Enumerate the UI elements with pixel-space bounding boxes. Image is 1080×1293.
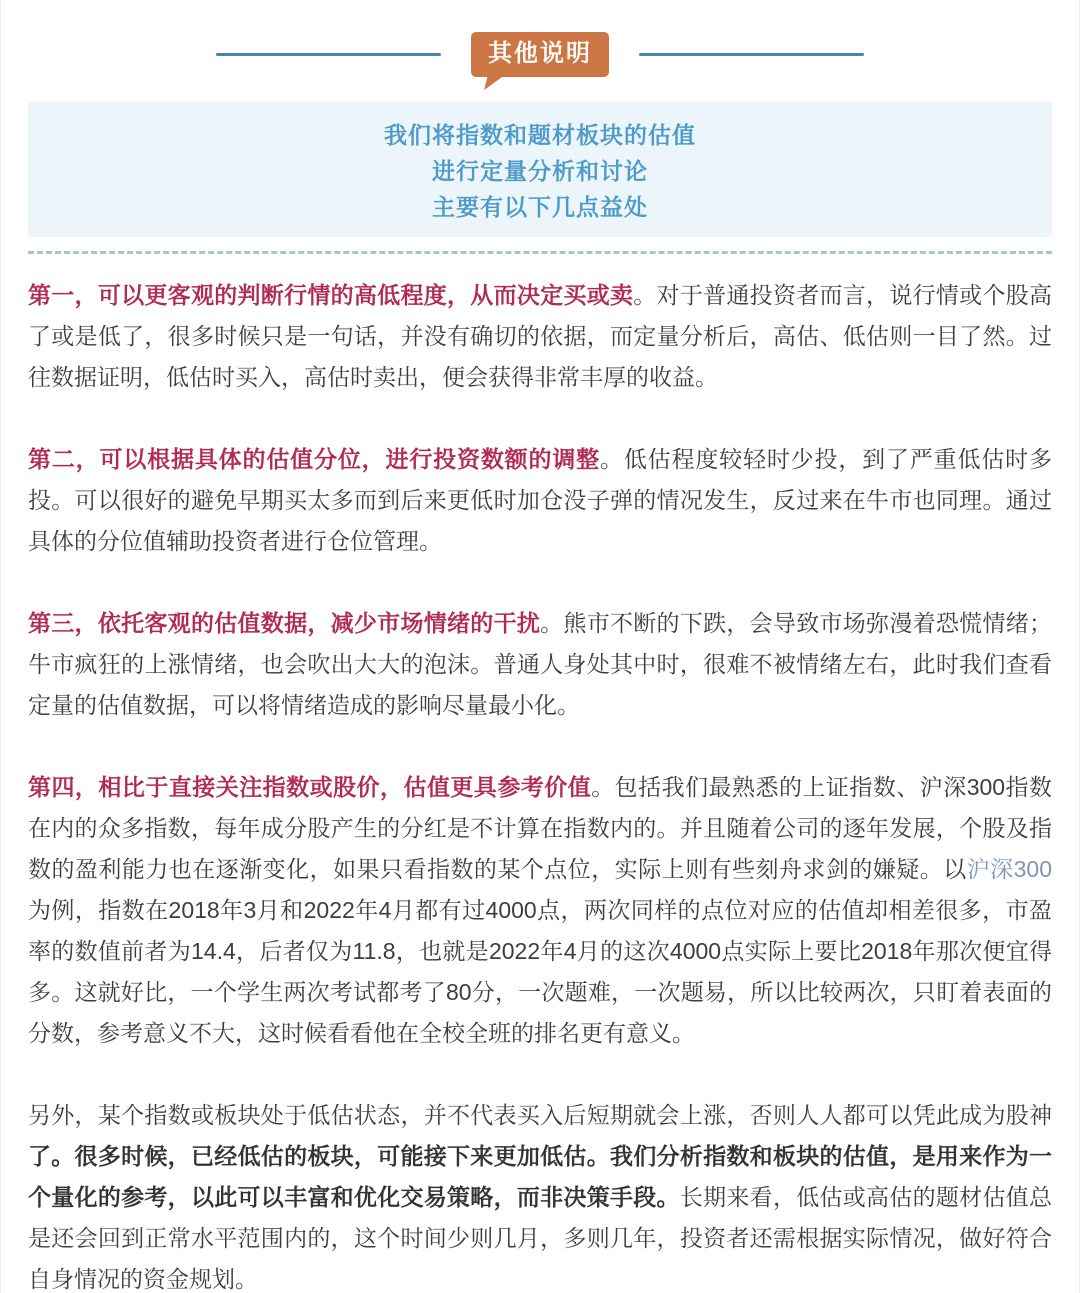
section-title-bubble: [471, 32, 609, 77]
text-segment-lead: 第三，依托客观的估值数据，减少市场情绪的干扰: [28, 610, 541, 636]
text-segment-normal: 为例，指数在2018年3月和2022年4月都有过4000点，两次同样的点位对应的估值却相差很多，市盈率的数值前者为14.4，后者仅为11.8，也就是2022年4月的这次4000点实际上要比2018年那次便宜得多。这就好比，一个学生两次考试都考了80分，一次题难，一次题易，所以比较两次，只盯着表面的分数，参考意义不大，这时候看看他在全校全班的排名更有意义。: [28, 897, 1052, 1046]
paragraph-1: [28, 275, 1052, 398]
text-segment-bold: 了。很多时候，已经低估的板块，可能接下来更加低估。我们分析指数和板块的估值，是用来作为一个量化的参考，以此可以丰富和优化交易策略，而非决策手段。: [28, 1143, 1052, 1210]
speech-bubble-tail-icon: [484, 75, 505, 90]
header-line-right: [639, 53, 864, 56]
intro-line-3: 主要有以下几点益处: [432, 194, 648, 220]
intro-box: [28, 102, 1052, 237]
section-title: 其他说明: [488, 39, 592, 67]
paragraph-3: [28, 603, 1052, 726]
intro-line-2: 进行定量分析和讨论: [432, 158, 648, 184]
paragraph-5: [28, 1095, 1052, 1293]
text-segment-lead: 第二，可以根据具体的估值分位，进行投资数额的调整: [28, 446, 600, 472]
paragraph-2: [28, 439, 1052, 562]
intro-line-1: 我们将指数和题材板块的估值: [384, 122, 696, 148]
text-segment-lead: 第四，相比于直接关注指数或股价，估值更具参考价值: [28, 774, 592, 800]
inline-link[interactable]: 沪深300: [966, 856, 1053, 882]
header-line-left: [216, 53, 441, 56]
section-header: [28, 26, 1052, 82]
text-segment-normal: 。低估程度较轻时少投，到了严重低估时多投。可以很好的避免早期买太多而到后来更低时加仓没子弹的情况发生，反过来在牛市也同理。通过具体的分位值辅助投资者进行仓位管理。: [28, 446, 1053, 554]
text-segment-lead: 第一，可以更客观的判断行情的高低程度，从而决定买或卖: [28, 282, 634, 308]
text-segment-normal: 。熊市不断的下跌，会导致市场弥漫着恐慌情绪；牛市疯狂的上涨情绪，也会吹出大大的泡沫。普通人身处其中时，很难不被情绪左右，此时我们查看定量的估值数据，可以将情绪造成的影响尽量最小化。: [28, 610, 1053, 718]
paragraphs: [28, 254, 1052, 1293]
text-segment-normal: 。包括我们最熟悉的上证指数、沪深300指数在内的众多指数，每年成分股产生的分红是不计算在指数内的。并且随着公司的逐年发展，个股及指数的盈利能力也在逐渐变化，如果只看指数的某个点位，实际上则有些刻舟求剑的嫌疑。以: [28, 774, 1053, 882]
text-segment-normal: 。对于普通投资者而言，说行情或个股高了或是低了，很多时候只是一句话，并没有确切的依据，而定量分析后，高估、低估则一目了然。过往数据证明，低估时买入，高估时卖出，便会获得非常丰厚的收益。: [28, 282, 1053, 390]
text-segment-normal: 长期来看，低估或高估的题材估值总是还会回到正常水平范围内的，这个时间少则几月，多则几年，投资者还需根据实际情况，做好符合自身情况的资金规划。: [28, 1184, 1053, 1292]
text-segment-normal: 另外，某个指数或板块处于低估状态，并不代表买入后短期就会上涨，否则人人都可以凭此成为股神: [28, 1102, 1052, 1128]
paragraph-4: [28, 767, 1052, 1054]
